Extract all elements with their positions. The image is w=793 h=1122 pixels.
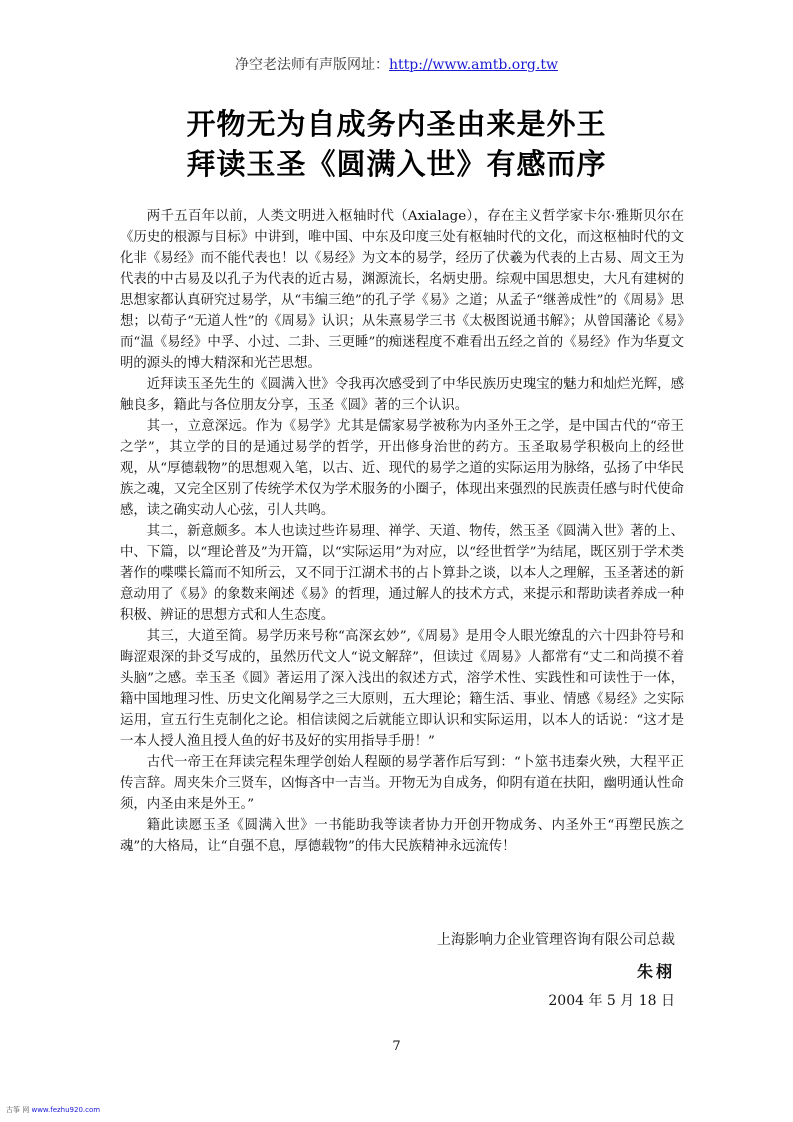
title-line-2: 拜读玉圣《圆满入世》有感而序 [186,147,607,181]
paragraph-6: 古代一帝王在拜读完程朱理学创始人程颐的易学著作后写到：“卜筮书违秦火殃，大程平正传言辞。周夹朱介三贤车，凶悔吝中一吉当。开物无为自成务，仰阴有道在扶阳，幽明通认性命须，内圣由来是外王。” [120,755,684,812]
signature-name: 朱栩 [636,962,675,981]
signature-date: 2004 年 5 月 18 日 [548,993,675,1009]
body-text [120,206,684,857]
page-header [0,54,793,74]
header-label: 净空老法师有声版网址： [235,57,390,73]
paragraph-1: 两千五百年以前，人类文明进入枢轴时代（Axialage），存在主义哲学家卡尔·雅斯贝尔在《历史的根源与目标》中讲到，唯中国、中东及印度三处有枢轴时代的文化，而这枢柚时代的文化非《易经》而不能代表也！以《易经》为文本的易学，经历了伏羲为代表的上古易、周文王为代表的中古易及以孔子为代表的近古易，渊源流长，名炳史册。综观中国思想史，大凡有建树的思想家都认真研究过易学，从“韦编三绝”的孔子学《易》之道；从孟子“继善成性”的《周易》思想；以荀子“无道人性”的《周易》认识；从朱熹易学三书《太极图说通书解》；从曾国藩论《易》而“温《易经》中孚、小过、二卦、三更睡”的痴迷程度不难看出五经之首的《易经》作为华夏文明的源头的博大精深和光芒思想。 [120,209,684,371]
header-url-link[interactable]: http://www.amtb.org.tw [389,57,558,73]
page-number: 7 [392,1039,401,1054]
paragraph-4: 其二，新意颇多。本人也读过些许易理、禅学、天道、物传，然玉圣《圆满入世》著的上、中、下篇，以“理论普及”为开篇，以“实际运用”为对应，以“经世哲学”为结尾，既区别于学术类著作的喋喋长篇而不知所云，又不同于江湖术书的占卜算卦之谈，以本人之理解，玉圣著述的新意动用了《易》的象数来阐述《易》的哲理，通过解人的技术方式，来提示和帮助读者养成一种积极、辨证的思想方式和人生态度。 [120,524,684,623]
paragraph-5: 其三，大道至简。易学历来号称“高深玄妙”,《周易》是用令人眼光缭乱的六十四卦符号和晦涩艰深的卦爻写成的，虽然历代文人“说文解辞”，但读过《周易》人都常有“丈二和尚摸不着头脑”之感。幸玉圣《圆》著运用了深入浅出的叙述方式，溶学术性、实践性和可读性于一体，籍中国地理习性、历史文化阐易学之三大原则，五大理论；籍生活、事业、情感《易经》之实际运用，宣五行生克制化之论。相信读阅之后就能立即认识和实际运用，以本人的话说：“这才是一本人授人渔且授人鱼的好书及好的实用指导手册！” [120,629,684,749]
title-line-1: 开物无为自成务内圣由来是外王 [186,107,607,141]
signature-company: 上海影响力企业管理咨询有限公司总裁 [437,932,675,948]
watermark-site: www.fezhu920.com [31,1106,101,1114]
watermark-label: 古筝 网 [6,1106,30,1114]
paragraph-7: 籍此读愿玉圣《圆满入世》一书能助我等读者协力开创开物成务、内圣外王“再塑民族之魂”的大格局，让“自强不息，厚德载物”的伟大民族精神永远流传！ [120,818,684,854]
paragraph-2: 近拜读玉圣先生的《圆满入世》令我再次感受到了中华民族历史瑰宝的魅力和灿烂光辉，感触良多，籍此与各位朋友分享，玉圣《圆》著的三个认识。 [120,377,684,413]
watermark [6,1105,100,1115]
paragraph-3: 其一，立意深远。作为《易学》尤其是儒家易学被称为内圣外王之学，是中国古代的“帝王之学”，其立学的目的是通过易学的哲学，开出修身治世的药方。玉圣取易学积极向上的经世观，从“厚德载物”的思想观入笔，以古、近、现代的易学之道的实际运用为脉络，弘扬了中华民族之魂，又完全区别了传统学术仅为学术服务的小圈子，体现出来强烈的民族责任感与时代使命感，读之确实动人心弦，引人共鸣。 [120,419,684,518]
